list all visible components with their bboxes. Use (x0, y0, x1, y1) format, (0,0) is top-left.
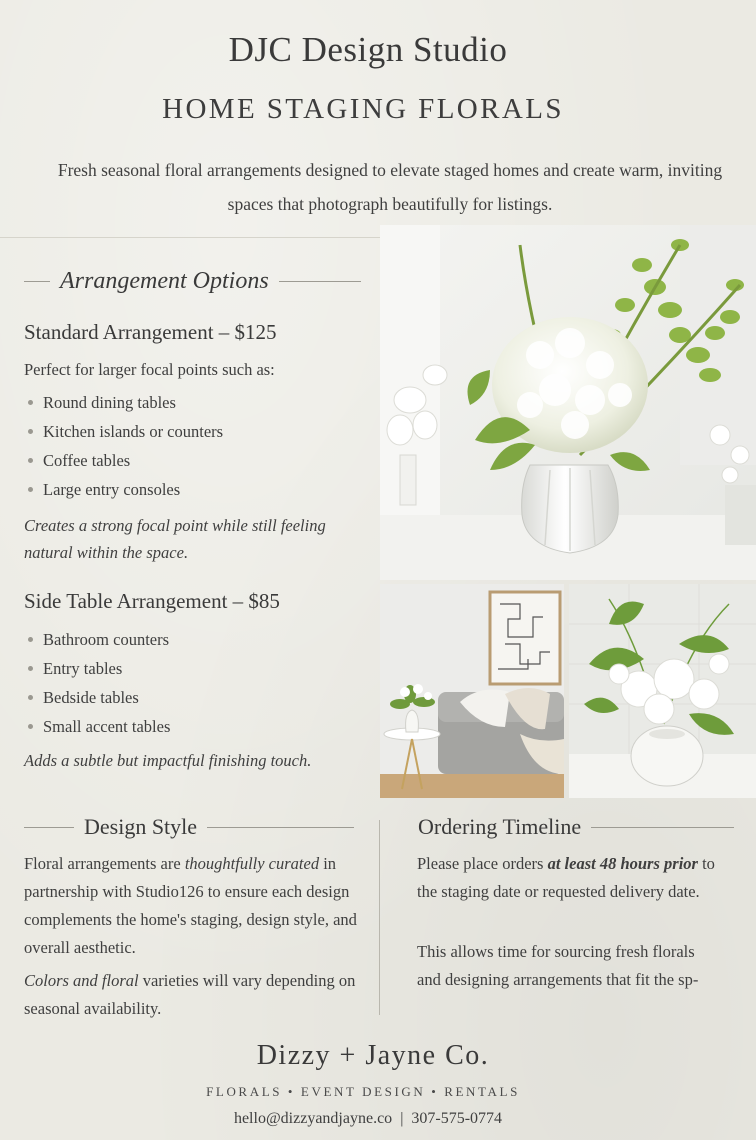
column-divider (379, 820, 380, 1015)
heading-rule-right (207, 827, 354, 828)
list-item: Coffee tables (24, 446, 223, 475)
arrangement-options-title: Arrangement Options (60, 268, 269, 294)
phone-link[interactable]: 307-575-0774 (411, 1110, 503, 1127)
text-span: to the staging date or requested delivery date. (417, 854, 715, 901)
ordering-timeline-note (417, 938, 756, 994)
list-item: Round dining tables (24, 388, 223, 417)
ordering-timeline-paragraph (417, 850, 737, 906)
emphasis-text: Colors and floral (24, 971, 139, 990)
text-span: Floral arrangements are (24, 854, 185, 873)
list-item: Large entry consoles (24, 475, 223, 504)
text-span: in partnership with Studio126 to ensure each design complements the home's staging, design style, and overall aesthetic. (24, 854, 357, 957)
standard-arrangement-note: Creates a strong focal point while still feeling natural within the space. (24, 516, 326, 562)
hydrangea-arrangement-photo (380, 225, 756, 580)
design-style-heading (24, 814, 354, 840)
list-item: Bedside tables (24, 683, 170, 712)
page-title: HOME STAGING FLORALS (162, 93, 564, 125)
list-item: Bathroom counters (24, 625, 170, 654)
contact-line (0, 1110, 736, 1128)
text-line: This allows time for sourcing fresh florals (417, 942, 695, 961)
list-item: Entry tables (24, 654, 170, 683)
services-line: FLORALS • EVENT DESIGN • RENTALS (206, 1084, 520, 1099)
side-table-arrangement-title: Side Table Arrangement – $85 (24, 589, 280, 613)
standard-arrangement-list (24, 388, 223, 504)
list-item: Kitchen islands or counters (24, 417, 223, 446)
heading-rule-right (279, 281, 361, 282)
contact-separator: | (400, 1110, 404, 1127)
living-room-sofa-photo (380, 584, 564, 798)
heading-rule-right (591, 827, 734, 828)
design-style-title: Design Style (84, 814, 198, 839)
arrangement-options-heading (24, 268, 361, 295)
side-table-arrangement-note: Adds a subtle but impactful finishing touch. (24, 751, 312, 770)
heading-rule-left (24, 827, 74, 828)
design-style-paragraph (24, 850, 369, 962)
email-link[interactable]: hello@dizzyandjayne.co (233, 1110, 393, 1127)
emphasis-text: thoughtfully curated (184, 854, 320, 873)
ordering-timeline-heading (418, 814, 734, 840)
standard-arrangement-title: Standard Arrangement – $125 (24, 320, 277, 344)
text-span: varieties will vary depending on seasonal availability. (24, 971, 356, 1018)
heading-rule-left (24, 281, 50, 282)
text-span: Please place orders (417, 854, 548, 873)
studio-name: DJC Design Studio (228, 30, 508, 69)
design-style-note (24, 967, 369, 1023)
intro-text: Fresh seasonal floral arrangements designed to elevate staged homes and create warm, inviting spaces that photograph beautifully for listings. (57, 160, 723, 214)
white-floral-vase-photo (569, 584, 756, 798)
list-item: Small accent tables (24, 712, 170, 741)
emphasis-text: at least 48 hours (547, 854, 660, 873)
standard-arrangement-lead: Perfect for larger focal points such as: (24, 360, 275, 379)
side-table-arrangement-list (24, 625, 170, 741)
emphasis-text: prior (664, 854, 698, 873)
brand-name: Dizzy + Jayne Co. (256, 1040, 490, 1071)
ordering-timeline-title: Ordering Timeline (418, 814, 582, 839)
text-line: and designing arrangements that fit the sp- (417, 970, 699, 989)
